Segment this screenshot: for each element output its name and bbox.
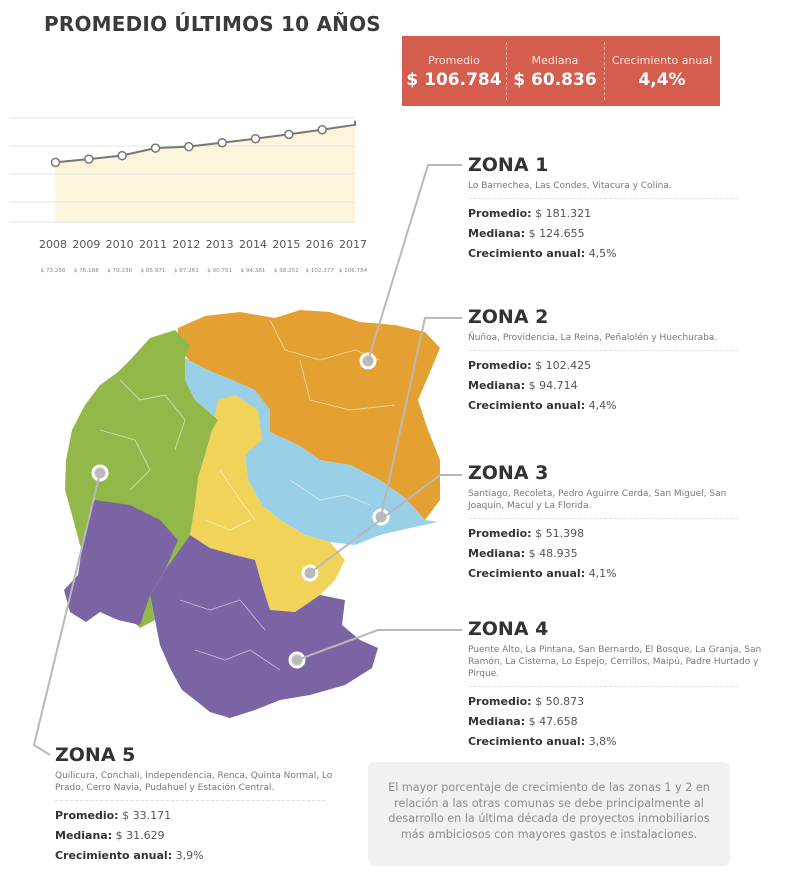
zona-communes: Puente Alto, La Pintana, San Bernardo, El Bosque, La Granja, San Ramón, La Cisterna, Lo Espejo, Cerrillos, Maipú, Padre Hurtado y Pirque. <box>468 645 762 679</box>
zona-mediana <box>468 544 743 564</box>
zona-mediana <box>468 376 738 396</box>
zona-title: ZONA 2 <box>468 306 549 328</box>
zona-divider <box>55 800 325 801</box>
chart-x-tick-label: 2015 <box>272 238 301 251</box>
zona-promedio-label: Promedio: <box>468 207 532 220</box>
chart-value-label: $ 79.236 <box>107 268 133 274</box>
zona-mediana-label: Mediana: <box>468 227 526 240</box>
zona-crecimiento <box>55 846 345 866</box>
chart-value-label: $ 102.377 <box>305 268 334 274</box>
zona-crecimiento-value: 4,5% <box>588 247 617 260</box>
zona-promedio <box>468 356 738 376</box>
zona-mediana-value: $ 31.629 <box>115 829 165 842</box>
note-text: El mayor porcentaje de crecimiento de las zonas 1 y 2 en relación a las otras comunas se debe principalmente al desarrollo en la última década de proyectos inmobiliarios más ambiciosos con mayores gastos e instalaciones. <box>388 781 710 841</box>
zona-promedio-label: Promedio: <box>468 359 532 372</box>
zona-title: ZONA 5 <box>55 744 136 766</box>
zona-crecimiento <box>468 564 743 584</box>
zona-title: ZONA 1 <box>468 154 549 176</box>
chart-value-label: $ 76.188 <box>73 268 99 274</box>
zona-divider <box>468 686 738 687</box>
zona-divider <box>468 350 738 351</box>
zona-promedio-value: $ 51.398 <box>535 527 585 540</box>
chart-x-tick-label: 2009 <box>72 238 101 251</box>
zona-crecimiento-value: 3,9% <box>175 849 204 862</box>
zona-mediana-label: Mediana: <box>468 379 526 392</box>
zona-promedio-label: Promedio: <box>55 809 119 822</box>
zona-promedio <box>55 806 345 826</box>
zona-divider <box>468 198 738 199</box>
zona-promedio-value: $ 33.171 <box>122 809 172 822</box>
chart-value-label: $ 87.261 <box>173 268 199 274</box>
zona-2 <box>468 306 738 416</box>
chart-x-tick-label: 2017 <box>339 238 367 251</box>
chart-value-label: $ 85.971 <box>140 268 166 274</box>
note-box <box>368 762 730 866</box>
chart-x-tick-label: 2013 <box>205 238 234 251</box>
zona-promedio-value: $ 50.873 <box>535 695 585 708</box>
page-title: PROMEDIO ÚLTIMOS 10 AÑOS <box>44 12 381 36</box>
zona-mediana-value: $ 47.658 <box>528 715 578 728</box>
zona-divider <box>468 518 738 519</box>
zona-promedio <box>468 692 768 712</box>
zona-crecimiento-value: 4,4% <box>588 399 617 412</box>
zona-5 <box>55 744 345 866</box>
summary-promedio-value: $ 106.784 <box>406 70 502 90</box>
chart-value-label: $ 90.751 <box>207 268 233 274</box>
zona-3 <box>468 462 743 584</box>
chart-value-label: $ 98.252 <box>273 268 299 274</box>
summary-mediana-value: $ 60.836 <box>513 70 597 90</box>
zona-crecimiento-label: Crecimiento anual: <box>55 849 173 862</box>
zona-mediana <box>468 224 738 244</box>
zona-1 <box>468 154 738 264</box>
zona-mediana-label: Mediana: <box>468 715 526 728</box>
zona-crecimiento-label: Crecimiento anual: <box>468 735 586 748</box>
zona-mediana-value: $ 94.714 <box>528 379 578 392</box>
zona-mediana-value: $ 124.655 <box>528 227 585 240</box>
zona-promedio-value: $ 102.425 <box>535 359 592 372</box>
summary-promedio-label: Promedio <box>428 54 480 67</box>
zona-crecimiento-label: Crecimiento anual: <box>468 247 586 260</box>
chart-x-tick-label: 2011 <box>139 238 167 251</box>
zona-mediana-label: Mediana: <box>55 829 113 842</box>
chart-value-label: $ 94.381 <box>240 268 266 274</box>
zona-crecimiento <box>468 244 738 264</box>
zona-crecimiento-value: 4,1% <box>588 567 617 580</box>
zona-communes: Quilicura, Conchalí, Independencia, Renca, Quinta Normal, Lo Prado, Cerro Navia, Pudahuel y Estación Central. <box>55 771 333 793</box>
zona-communes: Lo Barnechea, Las Condes, Vitacura y Colina. <box>468 181 672 191</box>
zona-communes: Santiago, Recoleta, Pedro Aguirre Cerda, San Miguel, San Joaquín, Macul y La Florida. <box>468 489 727 511</box>
summary-crecimiento-label: Crecimiento anual <box>611 54 713 67</box>
zona-communes: Ñuñoa, Providencia, La Reina, Peñalolén y Huechuraba. <box>468 333 718 343</box>
zona-mediana <box>468 712 768 732</box>
zona-promedio-label: Promedio: <box>468 527 532 540</box>
summary-crecimiento-value: 4,4% <box>638 70 686 90</box>
chart-value-label: $ 73.258 <box>40 268 66 274</box>
chart-x-tick-label: 2012 <box>172 238 201 251</box>
zona-crecimiento-value: 3,8% <box>588 735 617 748</box>
zona-mediana-label: Mediana: <box>468 547 526 560</box>
chart-x-tick-label: 2008 <box>39 238 67 251</box>
zona-mediana <box>55 826 345 846</box>
chart-x-tick-label: 2016 <box>305 238 334 251</box>
zona-title: ZONA 4 <box>468 618 549 640</box>
zona-crecimiento <box>468 396 738 416</box>
zona-4 <box>468 618 768 752</box>
zona-title: ZONA 3 <box>468 462 549 484</box>
zona-crecimiento-label: Crecimiento anual: <box>468 399 586 412</box>
zona-mediana-value: $ 48.935 <box>528 547 578 560</box>
chart-x-tick-label: 2010 <box>105 238 134 251</box>
zona-promedio-value: $ 181.321 <box>535 207 592 220</box>
summary-mediana-label: Mediana <box>531 54 579 67</box>
chart-value-label: $ 106.784 <box>338 268 368 274</box>
zona-crecimiento <box>468 732 768 752</box>
zona-promedio <box>468 524 743 544</box>
zona-crecimiento-label: Crecimiento anual: <box>468 567 586 580</box>
zona-promedio <box>468 204 738 224</box>
zona-promedio-label: Promedio: <box>468 695 532 708</box>
chart-x-tick-label: 2014 <box>239 238 267 251</box>
